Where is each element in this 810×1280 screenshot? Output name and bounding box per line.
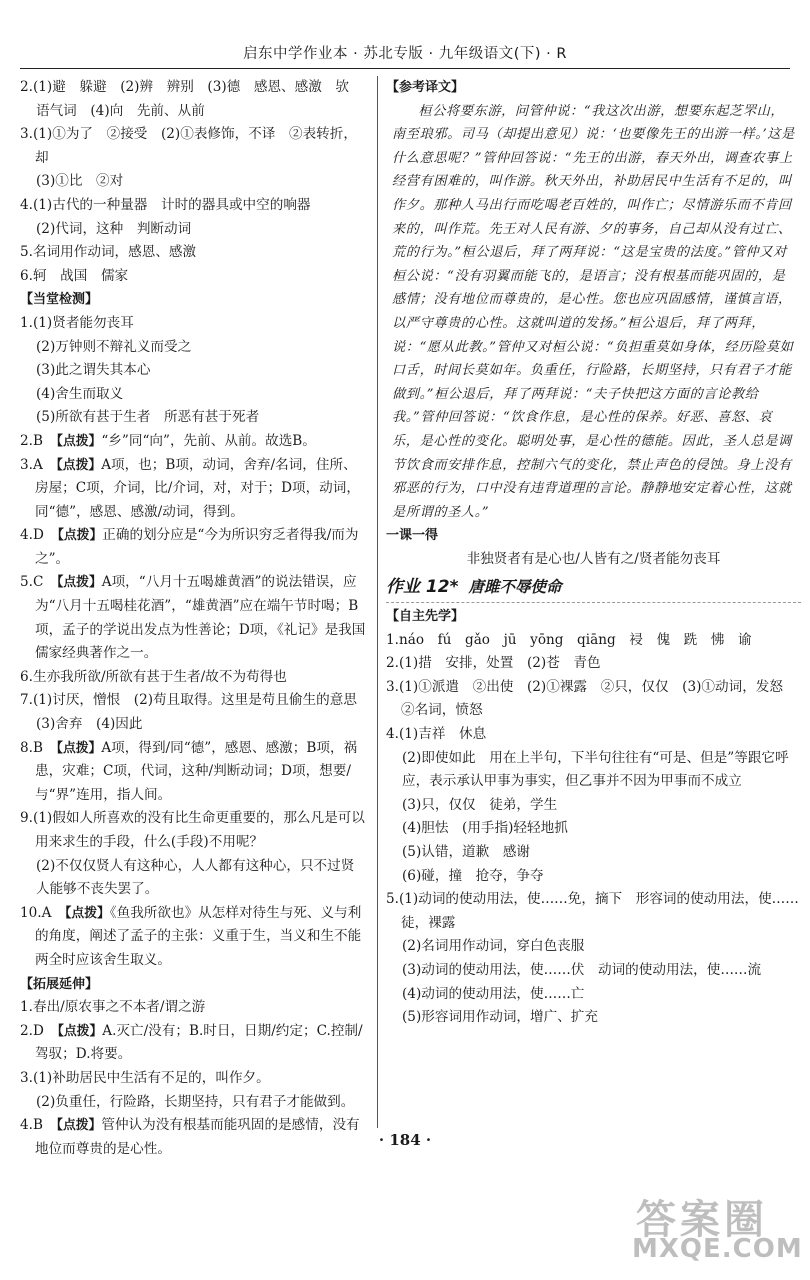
answer-line xyxy=(20,454,366,525)
answer-choice: 2.D xyxy=(20,1022,58,1039)
answer-choice: 10.A xyxy=(20,904,66,921)
answer-line xyxy=(20,902,366,973)
answer-text: 1.náo fú gǎo jū yōng qiāng 祲 傀 跣 怫 谕 xyxy=(386,631,752,648)
answer-line xyxy=(20,571,366,665)
lesson-title xyxy=(386,575,801,603)
answer-line xyxy=(386,817,801,841)
answer-line xyxy=(20,359,366,383)
answer-text: (2)名词用作动词，穿白色丧服 xyxy=(402,938,585,955)
answer-text: (2)代词，这种 判断动词 xyxy=(36,220,192,237)
section-heading-translation: 【参考译文】 xyxy=(386,80,465,95)
answer-line xyxy=(20,336,366,360)
answer-text: 6.生亦我所欲/所欲有甚于生者/故不为苟得也 xyxy=(20,668,287,685)
answer-line xyxy=(20,1067,366,1091)
answer-line xyxy=(20,194,366,218)
answer-text: “乡”同“向”，先前、从前。故选B。 xyxy=(101,432,316,449)
page-number: · 184 · xyxy=(378,1131,432,1149)
answer-text: (3)只，仅仅 徒弟，学生 xyxy=(402,796,558,813)
answer-text: (3)舍弃 (4)因此 xyxy=(36,716,143,733)
answer-text: (4)动词的使动用法，使……亡 xyxy=(402,985,585,1002)
answer-line xyxy=(386,865,801,889)
answer-line xyxy=(386,629,801,653)
answer-choice: 2.B xyxy=(20,432,57,449)
answer-line xyxy=(20,524,366,571)
hint-label: 【点拨】 xyxy=(56,457,102,473)
answer-text: 9.(1)假如人所喜欢的没有比生命更重要的，那么凡是可以用来求生的手段，什么(手段)不用呢？ xyxy=(20,810,365,850)
answer-line xyxy=(386,935,801,959)
answer-text: (3)①比 ②对 xyxy=(36,173,124,190)
answer-text: 7.(1)讨厌，憎恨 (2)苟且取得。这里是苟且偷生的意思 xyxy=(20,692,357,709)
answer-line xyxy=(20,383,366,407)
answer-text: 【拓展延伸】 xyxy=(20,976,99,992)
answer-line xyxy=(20,76,366,100)
answer-line xyxy=(20,855,366,902)
right-column xyxy=(377,76,801,1128)
answer-text: 正确的划分应是“今为所识穷乏者得我/而为之”。 xyxy=(35,527,359,567)
answer-text: (2)万钟则不辩礼义而受之 xyxy=(36,338,192,355)
hint-label: 【点拨】 xyxy=(56,575,102,591)
hint-label: 【点拨】 xyxy=(65,905,110,921)
answer-text: 2.(1)避 躲避 (2)辨 辨别 (3)德 感恩、感激 欤 xyxy=(20,79,350,95)
answer-choice: 5.C xyxy=(20,574,57,591)
answer-line xyxy=(386,888,801,935)
answer-text: 《鱼我所欲也》从怎样对待生与死、义与利的角度，阐述了孟子的主张：义重于生，当义和生不能两全时应该舍生取义。 xyxy=(35,904,362,968)
hint-label: 【点拨】 xyxy=(56,1118,102,1134)
answer-line xyxy=(20,737,366,808)
answer-line xyxy=(20,996,366,1020)
answer-line xyxy=(20,406,366,430)
answer-text: 1.春出/原农事之不本者/谓之游 xyxy=(20,999,206,1016)
answer-text: 【当堂检测】 xyxy=(20,292,99,308)
right-answers xyxy=(386,629,801,1030)
answer-line xyxy=(386,652,801,676)
answer-text: (4)舍生而取义 xyxy=(36,385,124,402)
lesson-name: 唐雎不辱使命 xyxy=(468,577,562,597)
answer-text: (2)不仅仅贤人有这种心，人人都有这种心，只不过贤人能够不丧失罢了。 xyxy=(36,857,355,898)
answer-line xyxy=(20,123,366,170)
answer-line xyxy=(386,676,801,723)
answer-line xyxy=(386,959,801,983)
section-heading-yikeyide: 一课一得 xyxy=(386,528,439,544)
answer-text: 3.(1)①为了 ②接受 (2)①表修饰，不译 ②表转折，却 xyxy=(20,126,357,166)
answer-line xyxy=(20,1020,366,1067)
section-heading-zizhu: 【自主先学】 xyxy=(386,609,465,625)
answer-text: A项，也；B项，动词，舍弃/名词，住所、房屋；C项，介词，比/介词，对，对于；D项，动词，同“德”，感恩、感激/动词，得到。 xyxy=(35,456,360,520)
answer-text: (5)所欲有甚于生者 所恶有甚于死者 xyxy=(36,409,260,426)
answer-text: (2)负重任，行险路，长期坚持，只有君子才能做到。 xyxy=(36,1093,355,1110)
answer-line xyxy=(20,100,366,124)
answer-text: (3)动词的使动用法，使……伏 动词的使动用法，使……流 xyxy=(402,961,762,978)
answer-text: 4.(1)吉祥 休息 xyxy=(386,726,487,743)
answer-text: (4)胆怯 (用手指)轻轻地抓 xyxy=(402,820,568,837)
answer-text: (3)此之谓失其本心 xyxy=(36,362,151,379)
lesson-number: 作业 12* xyxy=(386,577,459,598)
answer-line xyxy=(20,807,366,854)
answer-line xyxy=(386,747,801,794)
answer-text: A项，得到/同“德”，感恩、感激；B项，祸患，灾难；C项，代词，这种/判断动词；D项，想要/与“界”连用，指人间。 xyxy=(35,739,358,803)
answer-text: 语气词 (4)向 先前、从前 xyxy=(36,102,205,119)
left-column xyxy=(20,76,366,1161)
hint-label: 【点拨】 xyxy=(57,1023,103,1039)
watermark-cn: 答案圈 xyxy=(636,1197,768,1243)
answer-text: 3.(1)补助居民中生活有不足的，叫作夕。 xyxy=(20,1069,270,1086)
answer-line xyxy=(20,666,366,690)
answer-text: (5)认错，道歉 感谢 xyxy=(402,844,531,860)
answer-line xyxy=(20,265,366,289)
answer-line xyxy=(20,218,366,242)
answer-text: (6)碰，撞 抢夺，争夺 xyxy=(402,867,544,884)
answer-text: 6.轲 战国 儒家 xyxy=(20,267,129,284)
hint-label: 【点拨】 xyxy=(56,433,102,449)
answer-line xyxy=(386,983,801,1007)
answer-line xyxy=(386,723,801,747)
answer-choice: 4.B xyxy=(20,1117,57,1134)
answer-text: 5.名词用作动词，感恩、感激 xyxy=(20,244,197,261)
answer-line xyxy=(386,1006,801,1030)
watermark-logo xyxy=(628,1188,803,1272)
yikeyide-answer: 非独贤者有是心也/人皆有之/贤者能勿丧耳 xyxy=(466,550,721,567)
answer-line xyxy=(20,241,366,265)
answer-text: 管仲认为没有根基而能巩固的是感情，没有地位而尊贵的是心性。 xyxy=(35,1117,360,1157)
answer-text: 2.(1)措 安排，处置 (2)苍 青色 xyxy=(386,655,601,672)
answer-text: 1.(1)贤者能勿丧耳 xyxy=(20,314,134,331)
answer-text: (5)形容词用作动词，增广、扩充 xyxy=(402,1009,598,1026)
answer-text: 3.(1)①派遣 ②出使 (2)①裸露 ②只，仅仅 (3)①动词，发怒 ②名词，愤怒 xyxy=(386,678,797,719)
section-heading xyxy=(20,288,366,312)
answer-line xyxy=(386,794,801,818)
reference-translation: 桓公将要东游，问管仲说：“我这次出游，想要东起芝罘山，南至琅邪。司马（却提出意见）说：‘也要像先王的出游一样。’这是什么意思呢？”管仲回答说：“先王的出游，春天外出，调查农事上经营有困难的，叫作游。秋天外出，补助居民中生活有不足的，叫作夕。那种人马出行而吃喝老百姓的，叫作亡；尽情游乐而不肯回来的，叫作荒。先王对人民有游、夕的事务，自己却从没有过亡、荒的行为。”桓公退后，拜了两拜说：“这是宝贵的法度。”管仲又对桓公说：“没有羽翼而能飞的，是语言；没有根基而能巩固的，是感情；没有地位而尊贵的，是心性。您也应巩固感情，谨慎言语，以严守尊贵的心性。这就叫道的发扬。”桓公退后，拜了两拜，说：“愿从此教。”管仲又对桓公说：“负担重莫如身体，经历险莫如口舌，时间长莫如年。负重任，行险路，长期坚持，只有君子才能做到。”桓公退后，拜了两拜说：“夫子快把这方面的言论教给我。”管仲回答说：“饮食作息，是心性的保养。好恶、喜怒、哀乐，是心性的变化。聪明处事，是心性的德能。因此，圣人总是调节饮食而安排作息，控制六气的变化，禁止声色的侵蚀。身上没有邪恶的行为，口中没有违背道理的言论。静静地安定着心性，这就是所谓的圣人。” xyxy=(392,103,795,520)
answer-text: A项，“八月十五喝雄黄酒”的说法错误，应为“八月十五喝桂花酒”，“雄黄酒”应在端午节时喝；B项，孟子的学说出发点为性善论；D项，《礼记》是我国儒家经典著作之一。 xyxy=(35,574,366,662)
hint-label: 【点拨】 xyxy=(56,740,102,756)
answer-text: 4.(1)古代的一种量器 计时的器具或中空的响器 xyxy=(20,196,311,213)
answer-line xyxy=(20,689,366,713)
answer-line xyxy=(20,430,366,454)
answer-text: A.灭亡/没有；B.时日，日期/约定；C.控制/驾驭；D.将要。 xyxy=(35,1022,363,1063)
answer-line xyxy=(20,170,366,194)
answer-line xyxy=(20,713,366,737)
answer-line xyxy=(386,841,801,865)
answer-choice: 3.A xyxy=(20,456,57,473)
answer-line xyxy=(20,312,366,336)
page-header: 启东中学作业本 · 苏北专版 · 九年级语文(下) · R xyxy=(20,42,790,69)
watermark-en: MXQE.COM xyxy=(632,1234,803,1264)
answer-choice: 8.B xyxy=(20,739,57,756)
answer-text: (2)即使如此 用在上半句，下半句往往有“可是、但是”等跟它呼应，表示承认甲事为事实，但乙事并不因为甲事而不成立 xyxy=(402,749,789,790)
answer-line xyxy=(20,1091,366,1115)
section-heading xyxy=(20,973,366,997)
answer-choice: 4.D xyxy=(20,527,58,544)
answer-text: 5.(1)动词的使动用法，使……免，摘下 形容词的使动用法，使……徒，裸露 xyxy=(386,891,799,931)
hint-label: 【点拨】 xyxy=(57,528,103,544)
